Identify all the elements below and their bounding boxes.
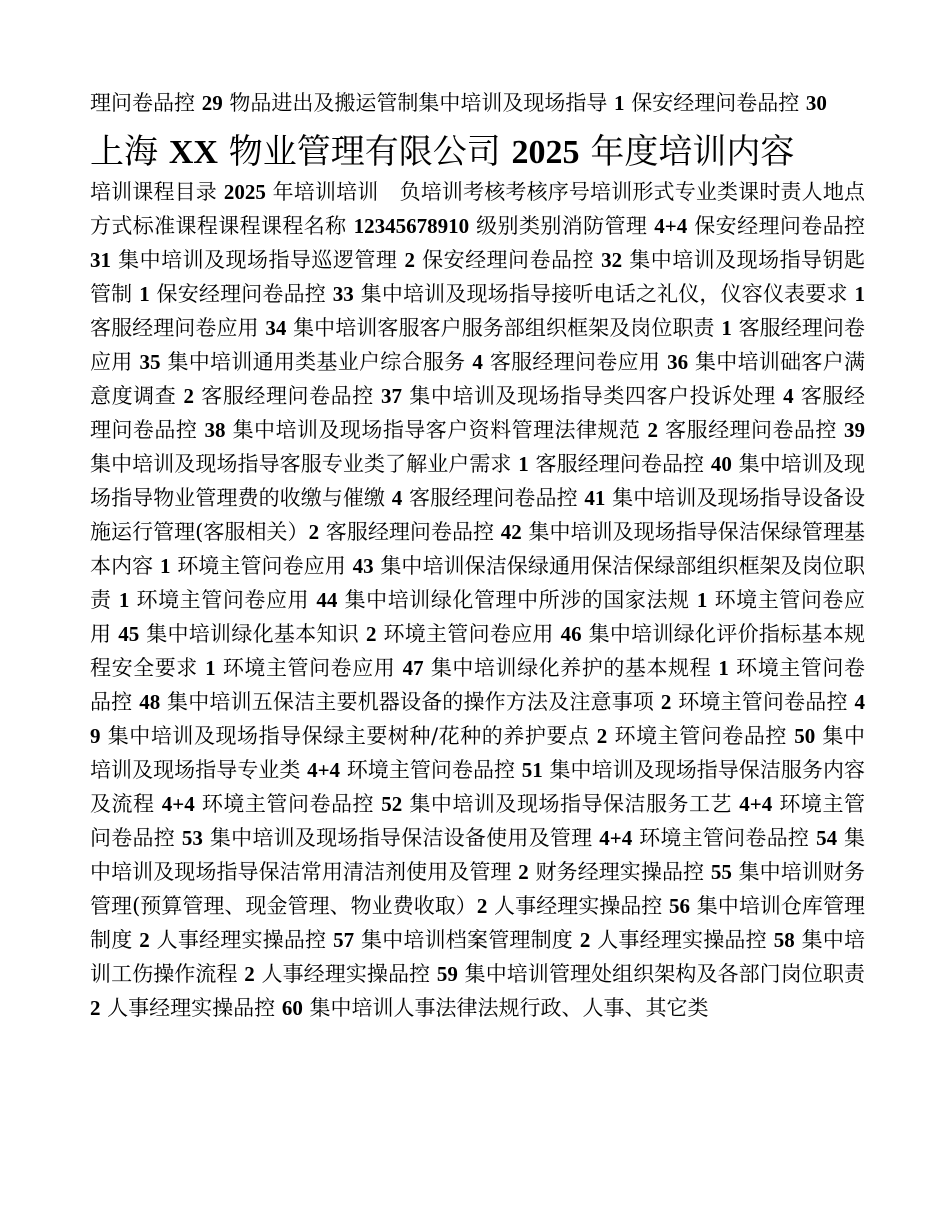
intro-paragraph: 理问卷品控 29 物品进出及搬运管制集中培训及现场指导 1 保安经理问卷品控 30: [90, 91, 827, 115]
document-page: [90, 86, 865, 1025]
body-paragraph: 培训课程目录 2025 年培训培训 负培训考核考核序号培训形式专业类课时责人地点方式标准课程课程课程名称 12345678910 级别类别消防管理 4+4 保安经理问卷品控 31 集中培训及现场指导巡逻管理 2 保安经理问卷品控 32 集中培训及现场指导钥匙管制 1 保安经理问卷品控 33 集中培训及现场指导接听电话之礼仪，仪容仪表要求 1 客服经理问卷应用 34 集中培训客服客户服务部组织框架及岗位职责 1 客服经理问卷应用 35 集中培训通用类基业户综合服务 4 客服经理问卷应用 36 集中培训础客户满意度调查 2 客服经理问卷品控 37 集中培训及现场指导类四客户投诉处理 4 客服经理问卷品控 38 集中培训及现场指导客户资料管理法律规范 2 客服经理问卷品控 39 集中培训及现场指导客服专业类了解业户需求 1 客服经理问卷品控 40 集中培训及现场指导物业管理费的收缴与催缴 4 客服经理问卷品控 41 集中培训及现场指导设备设施运行管理(客服相关）2 客服经理问卷品控 42 集中培训及现场指导保洁保绿管理基本内容 1 环境主管问卷应用 43 集中培训保洁保绿通用保洁保绿部组织框架及岗位职责 1 环境主管问卷应用 44 集中培训绿化管理中所涉的国家法规 1 环境主管问卷应用 45 集中培训绿化基本知识 2 环境主管问卷应用 46 集中培训绿化评价指标基本规程安全要求 1 环境主管问卷应用 47 集中培训绿化养护的基本规程 1 环境主管问卷品控 48 集中培训五保洁主要机器设备的操作方法及注意事项 2 环境主管问卷品控 49 集中培训及现场指导保绿主要树种/花种的养护要点 2 环境主管问卷品控 50 集中培训及现场指导专业类 4+4 环境主管问卷品控 51 集中培训及现场指导保洁服务内容及流程 4+4 环境主管问卷品控 52 集中培训及现场指导保洁服务工艺 4+4 环境主管问卷品控 53 集中培训及现场指导保洁设备使用及管理 4+4 环境主管问卷品控 54 集中培训及现场指导保洁常用清洁剂使用及管理 2 财务经理实操品控 55 集中培训财务管理(预算管理、现金管理、物业费收取）2 人事经理实操品控 56 集中培训仓库管理制度 2 人事经理实操品控 57 集中培训档案管理制度 2 人事经理实操品控 58 集中培训工伤操作流程 2 人事经理实操品控 59 集中培训管理处组织架构及各部门岗位职责 2 人事经理实操品控 60 集中培训人事法律法规行政、人事、其它类: [90, 180, 865, 1020]
document-title: 上海 XX 物业管理有限公司 2025 年度培训内容: [90, 132, 795, 172]
